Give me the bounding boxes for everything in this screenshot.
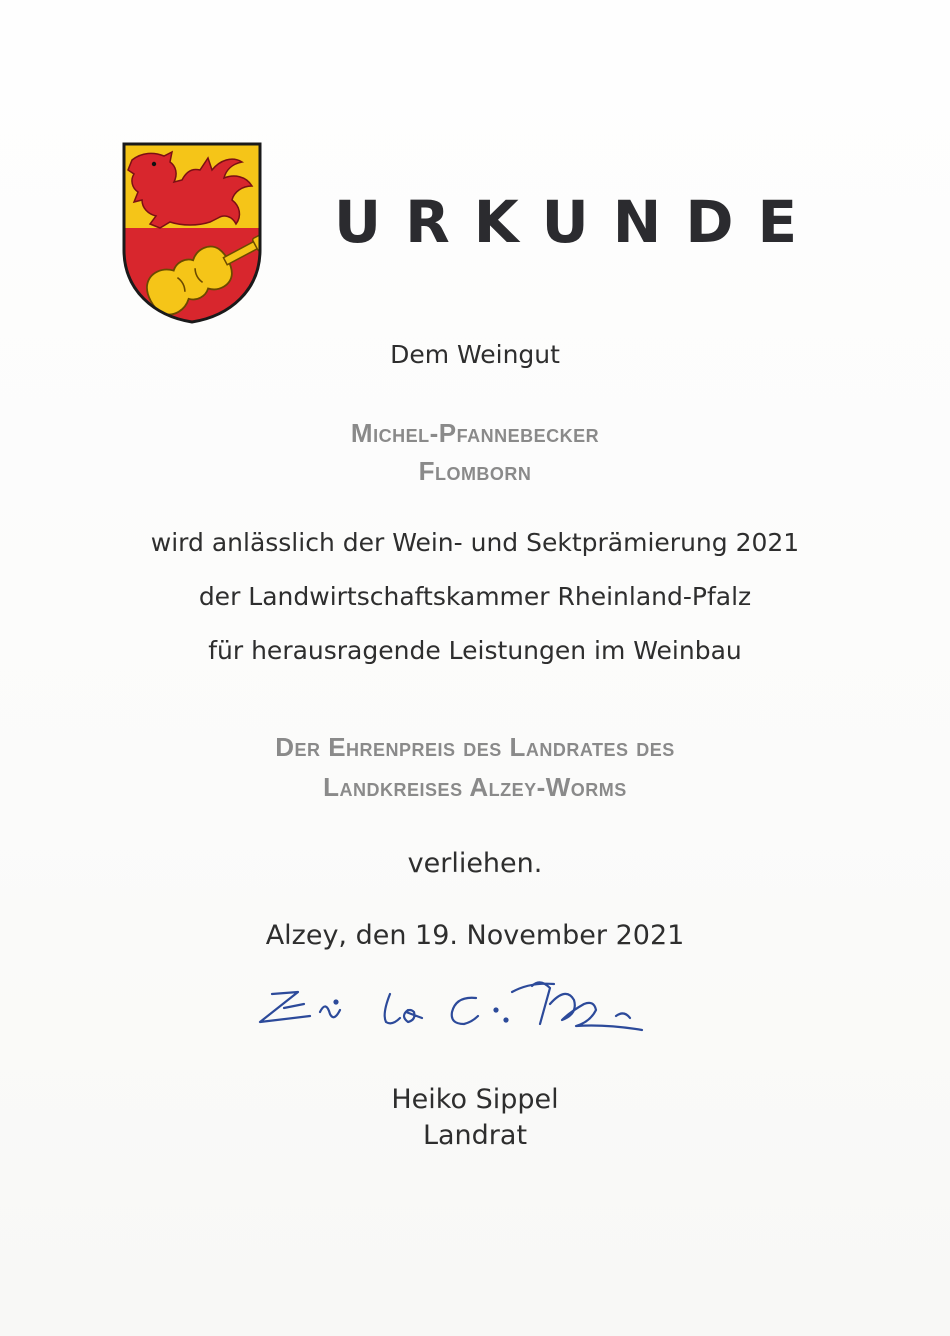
recipient-place: Flomborn — [418, 456, 532, 486]
closing-text: verliehen. — [407, 848, 543, 879]
signatory-name: Heiko Sippel — [391, 1084, 559, 1115]
recipient-name: Michel-Pfannebecker — [350, 418, 600, 448]
intro-text: Dem Weingut — [390, 340, 560, 369]
signature-icon — [250, 964, 670, 1054]
award-line-2: Landkreises Alzey-Worms — [323, 772, 627, 802]
body-line-1: wird anlässlich der Wein- und Sektprämierung 2021 — [150, 528, 800, 557]
body-line-3: für herausragende Leistungen im Weinbau — [208, 636, 742, 665]
body-line-2: der Landwirtschaftskammer Rheinland-Pfalz — [198, 582, 752, 611]
award-line-1: Der Ehrenpreis des Landrates des — [275, 732, 675, 762]
certificate-title: URKUNDE — [334, 188, 822, 256]
signatory-title: Landrat — [422, 1120, 528, 1151]
place-date: Alzey, den 19. November 2021 — [265, 920, 685, 951]
coat-of-arms-icon — [120, 140, 264, 324]
